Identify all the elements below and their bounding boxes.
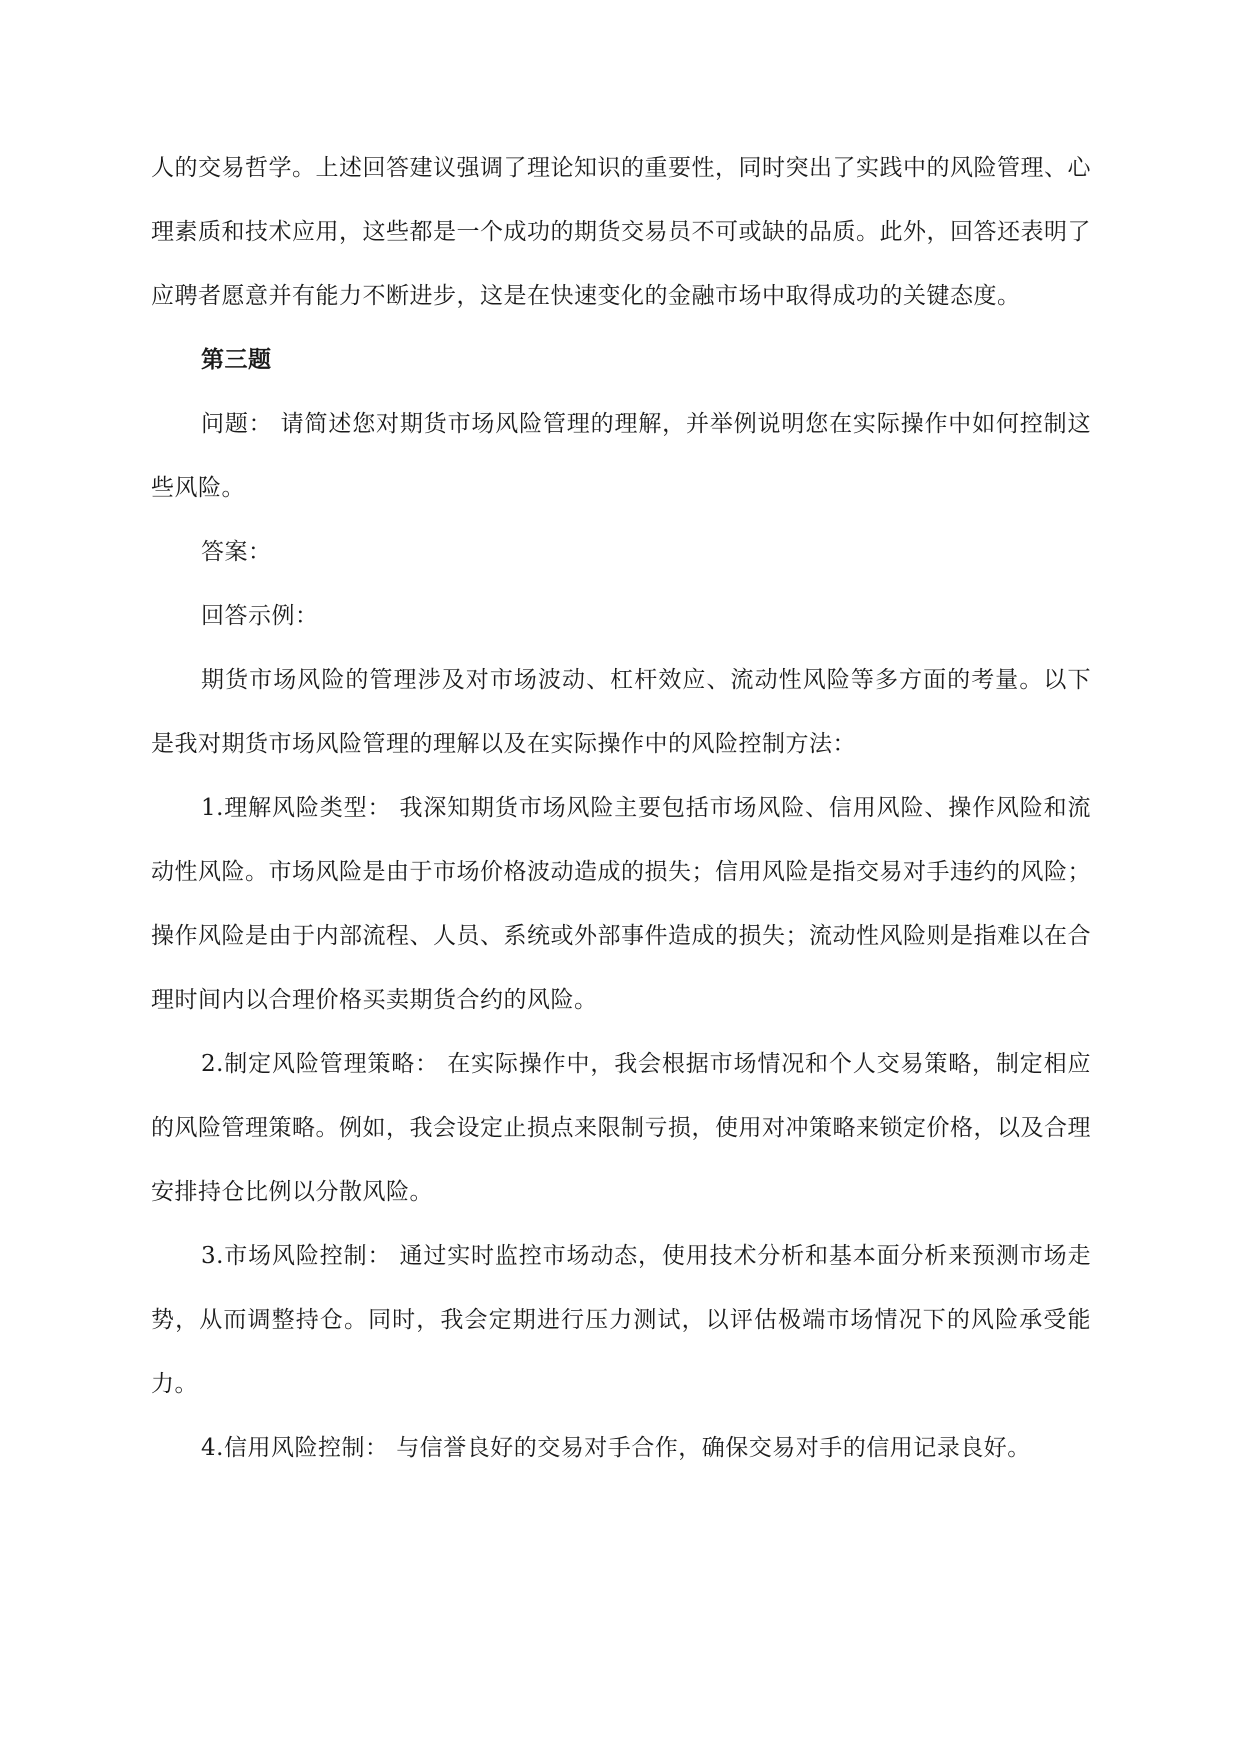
question-paragraph: 问题： 请简述您对期货市场风险管理的理解，并举例说明您在实际操作中如何控制这些风险。: [151, 411, 1091, 501]
section-title: 第三题: [201, 347, 272, 373]
point-2-paragraph: 2.制定风险管理策略： 在实际操作中，我会根据市场情况和个人交易策略，制定相应的风险管理策略。例如，我会设定止损点来限制亏损，使用对冲策略来锁定价格，以及合理安排持仓比例以分散风险。: [151, 1051, 1091, 1205]
intro-paragraph: 人的交易哲学。上述回答建议强调了理论知识的重要性，同时突出了实践中的风险管理、心理素质和技术应用，这些都是一个成功的期货交易员不可或缺的品质。此外，回答还表明了应聘者愿意并有能力不断进步，这是在快速变化的金融市场中取得成功的关键态度。: [151, 155, 1091, 309]
point-3-paragraph: 3.市场风险控制： 通过实时监控市场动态，使用技术分析和基本面分析来预测市场走势，从而调整持仓。同时，我会定期进行压力测试，以评估极端市场情况下的风险承受能力。: [151, 1243, 1091, 1397]
example-label: 回答示例：: [201, 603, 319, 629]
point-4-paragraph: 4.信用风险控制： 与信誉良好的交易对手合作，确保交易对手的信用记录良好。: [201, 1435, 1031, 1461]
document-page: [151, 136, 1091, 1480]
point-1-paragraph: 1.理解风险类型： 我深知期货市场风险主要包括市场风险、信用风险、操作风险和流动性风险。市场风险是由于市场价格波动造成的损失；信用风险是指交易对手违约的风险；操作风险是由于内部流程、人员、系统或外部事件造成的损失；流动性风险则是指难以在合理时间内以合理价格买卖期货合约的风险。: [151, 795, 1091, 1013]
overview-paragraph: 期货市场风险的管理涉及对市场波动、杠杆效应、流动性风险等多方面的考量。以下是我对期货市场风险管理的理解以及在实际操作中的风险控制方法：: [151, 667, 1091, 757]
answer-label: 答案：: [201, 539, 272, 565]
